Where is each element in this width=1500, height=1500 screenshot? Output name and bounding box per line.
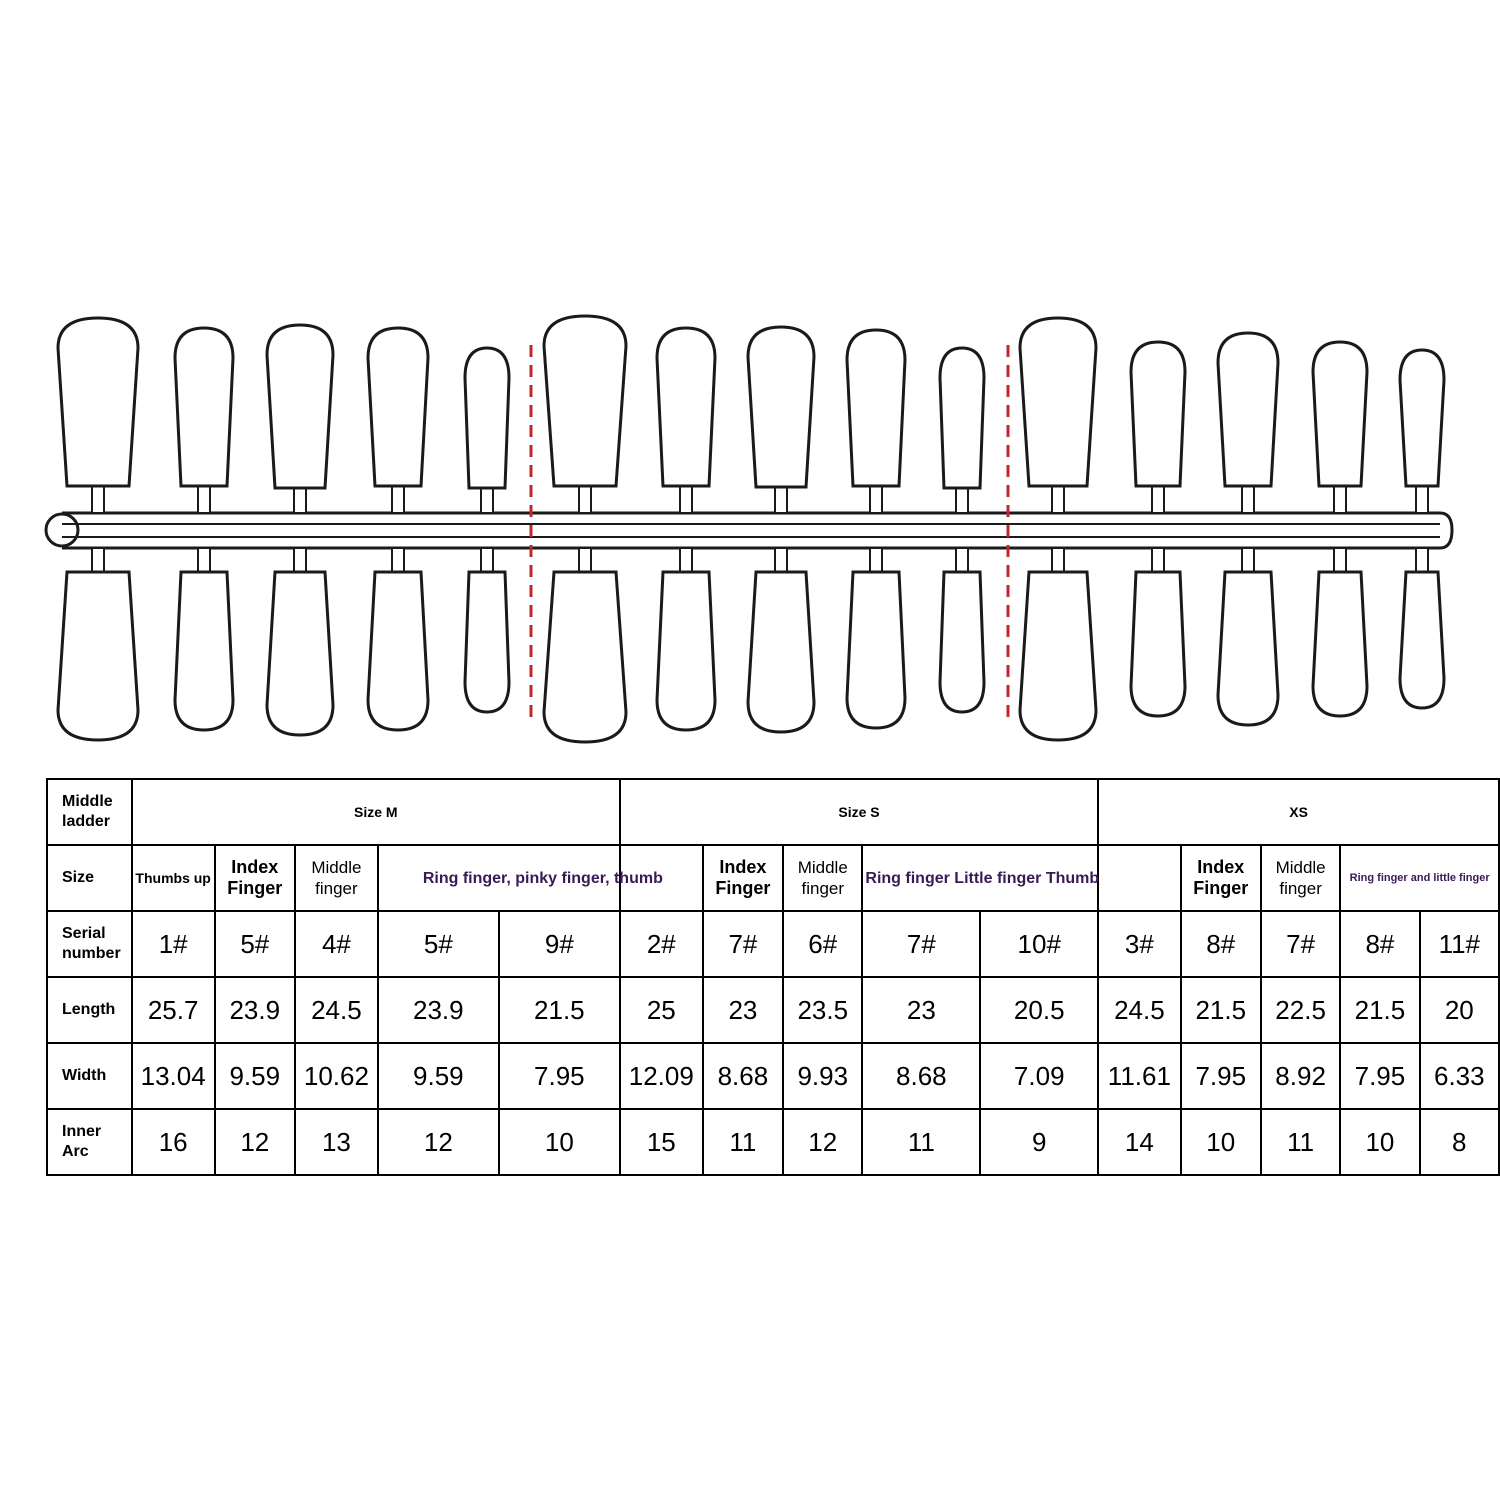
length-cell: 21.5 [499, 977, 620, 1043]
nail-stem [956, 548, 968, 572]
finger-s-ring-little-thumb [862, 845, 1098, 911]
nail-stem [870, 548, 882, 572]
nail-tip-top [267, 325, 333, 488]
finger-s-ring-little-thumb-label: Ring finger Little finger Thumb [865, 869, 1100, 887]
width-cell: 9.59 [215, 1043, 295, 1109]
hang-loop [46, 514, 78, 546]
width-cell: 7.95 [1181, 1043, 1261, 1109]
group-size-s: Size S [620, 779, 1098, 845]
nail-tip-bottom [1131, 572, 1185, 716]
length-cell: 20.5 [980, 977, 1098, 1043]
group-size-m: Size M [132, 779, 620, 845]
finger-s-index: Index Finger [703, 845, 783, 911]
nail-stem [1416, 486, 1428, 513]
nail-tip-bottom [368, 572, 428, 730]
inner-arc-cell: 13 [295, 1109, 378, 1175]
nail-stem [1152, 486, 1164, 513]
nail-stem [775, 548, 787, 572]
nail-stem [392, 486, 404, 513]
row-label-serial: Serial number [47, 911, 132, 977]
group-row [47, 779, 1499, 845]
finger-m-ring-pinky-thumb-label: Ring finger, pinky finger, thumb [422, 869, 663, 887]
inner-arc-cell: 12 [378, 1109, 499, 1175]
nail-tip-top [58, 318, 138, 486]
nail-stem [1052, 486, 1064, 513]
length-row [47, 977, 1499, 1043]
nail-stem [294, 488, 306, 513]
length-cell: 23 [862, 977, 980, 1043]
nail-tip-top [940, 348, 984, 488]
serial-cell: 5# [215, 911, 295, 977]
serial-cell: 7# [1261, 911, 1340, 977]
inner-arc-cell: 16 [132, 1109, 215, 1175]
inner-arc-cell: 15 [620, 1109, 703, 1175]
serial-cell: 1# [132, 911, 215, 977]
inner-arc-row [47, 1109, 1499, 1175]
nail-stem [1334, 548, 1346, 572]
nail-stem [92, 548, 104, 572]
length-cell: 25.7 [132, 977, 215, 1043]
finger-xs-middle: Middle finger [1261, 845, 1340, 911]
length-cell: 23.9 [215, 977, 295, 1043]
nail-tip-bottom [58, 572, 138, 740]
length-cell: 24.5 [295, 977, 378, 1043]
finger-xs-ring-little: Ring finger and little finger [1340, 845, 1499, 911]
finger-m-index: Index Finger [215, 845, 295, 911]
width-row [47, 1043, 1499, 1109]
inner-arc-cell: 11 [862, 1109, 980, 1175]
length-cell: 23.9 [378, 977, 499, 1043]
serial-cell: 7# [862, 911, 980, 977]
inner-arc-cell: 10 [1181, 1109, 1261, 1175]
serial-cell: 9# [499, 911, 620, 977]
serial-cell: 11# [1420, 911, 1499, 977]
width-cell: 11.61 [1098, 1043, 1180, 1109]
serial-row [47, 911, 1499, 977]
row-label-width: Width [47, 1043, 132, 1109]
length-cell: 20 [1420, 977, 1499, 1043]
nail-stem [579, 548, 591, 572]
nail-tip-bottom [1400, 572, 1444, 708]
finger-row [47, 845, 1499, 911]
finger-s-middle: Middle finger [783, 845, 862, 911]
nail-tip-bottom [940, 572, 984, 712]
inner-arc-cell: 14 [1098, 1109, 1180, 1175]
inner-arc-cell: 9 [980, 1109, 1098, 1175]
finger-xs-thumb-slot [1098, 845, 1180, 911]
serial-cell: 8# [1181, 911, 1261, 977]
nail-tip-bottom [465, 572, 509, 712]
nail-tip-top [748, 327, 814, 487]
width-cell: 12.09 [620, 1043, 703, 1109]
finger-m-thumb: Thumbs up [132, 845, 215, 911]
nail-tip-top [465, 348, 509, 488]
nail-stem [680, 486, 692, 513]
nail-tip-top [847, 330, 905, 486]
corner-label: Middle ladder [47, 779, 132, 845]
nail-stem [870, 486, 882, 513]
inner-arc-cell: 11 [1261, 1109, 1340, 1175]
width-cell: 9.93 [783, 1043, 862, 1109]
nail-tip-bottom [175, 572, 233, 730]
nail-tips [58, 316, 1444, 742]
nail-stem [1052, 548, 1064, 572]
group-size-xs: XS [1098, 779, 1499, 845]
nail-tip-bottom [847, 572, 905, 728]
width-cell: 8.92 [1261, 1043, 1340, 1109]
width-cell: 7.09 [980, 1043, 1098, 1109]
inner-arc-cell: 10 [499, 1109, 620, 1175]
nail-tip-bottom [544, 572, 626, 742]
length-cell: 25 [620, 977, 703, 1043]
nail-tip-top [1400, 350, 1444, 486]
nail-stem [775, 487, 787, 513]
serial-cell: 5# [378, 911, 499, 977]
nail-stem [198, 548, 210, 572]
inner-arc-cell: 12 [215, 1109, 295, 1175]
nail-stem [956, 488, 968, 513]
finger-m-ring-pinky-thumb [378, 845, 663, 911]
nail-stem [92, 486, 104, 513]
width-cell: 8.68 [703, 1043, 783, 1109]
length-cell: 24.5 [1098, 977, 1180, 1043]
serial-cell: 10# [980, 911, 1098, 977]
nail-tip-frame [46, 486, 1452, 572]
nail-stem [481, 488, 493, 513]
size-chart-table [46, 778, 1500, 1176]
row-label-length: Length [47, 977, 132, 1043]
width-cell: 9.59 [378, 1043, 499, 1109]
length-cell: 23 [703, 977, 783, 1043]
width-cell: 7.95 [499, 1043, 620, 1109]
inner-arc-cell: 12 [783, 1109, 862, 1175]
nail-tip-top [657, 328, 715, 486]
nail-tip-bottom [1313, 572, 1367, 716]
serial-cell: 6# [783, 911, 862, 977]
inner-arc-cell: 10 [1340, 1109, 1419, 1175]
width-cell: 6.33 [1420, 1043, 1499, 1109]
row-label-size: Size [47, 845, 132, 911]
nail-tip-top [368, 328, 428, 486]
serial-cell: 7# [703, 911, 783, 977]
nail-stem [392, 548, 404, 572]
nail-stem [1152, 548, 1164, 572]
inner-arc-cell: 11 [703, 1109, 783, 1175]
nail-stem [1242, 548, 1254, 572]
nail-stem [1334, 486, 1346, 513]
width-cell: 13.04 [132, 1043, 215, 1109]
nail-tip-top [175, 328, 233, 486]
length-cell: 21.5 [1340, 977, 1419, 1043]
nail-tip-top [1131, 342, 1185, 486]
nail-tip-top [1218, 333, 1278, 486]
nail-stem [1242, 486, 1254, 513]
finger-m-middle: Middle finger [295, 845, 378, 911]
serial-cell: 8# [1340, 911, 1419, 977]
nail-tip-top [544, 316, 626, 486]
nail-tip-top [1313, 342, 1367, 486]
nail-tip-bottom [657, 572, 715, 730]
nail-tip-bottom [1020, 572, 1096, 740]
serial-cell: 3# [1098, 911, 1180, 977]
nail-stem [579, 486, 591, 513]
finger-xs-index: Index Finger [1181, 845, 1261, 911]
nail-tip-bottom [748, 572, 814, 732]
serial-cell: 4# [295, 911, 378, 977]
nail-stem [680, 548, 692, 572]
length-cell: 22.5 [1261, 977, 1340, 1043]
serial-cell: 2# [620, 911, 703, 977]
inner-arc-cell: 8 [1420, 1109, 1499, 1175]
nail-tip-top [1020, 318, 1096, 486]
length-cell: 21.5 [1181, 977, 1261, 1043]
nail-tip-bottom [267, 572, 333, 735]
width-cell: 10.62 [295, 1043, 378, 1109]
nail-tips-diagram [0, 300, 1500, 760]
nail-stem [481, 548, 493, 572]
nail-stem [198, 486, 210, 513]
length-cell: 23.5 [783, 977, 862, 1043]
nail-stem [1416, 548, 1428, 572]
nail-stem [294, 548, 306, 572]
width-cell: 7.95 [1340, 1043, 1419, 1109]
row-label-inner-arc: Inner Arc [47, 1109, 132, 1175]
width-cell: 8.68 [862, 1043, 980, 1109]
nail-tip-bottom [1218, 572, 1278, 725]
